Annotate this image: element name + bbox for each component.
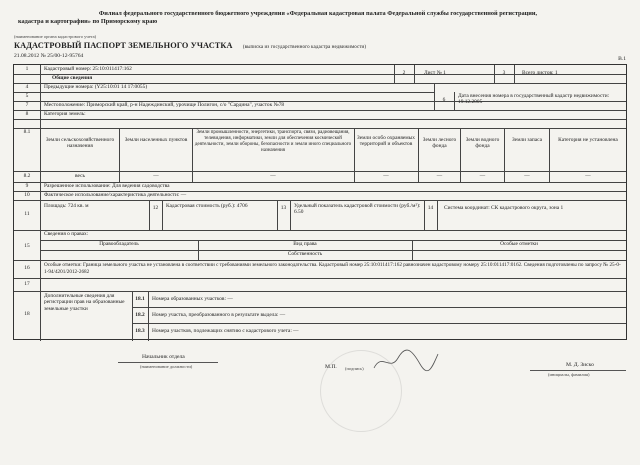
- formed-parcels: Номера образованных участков: —: [152, 296, 233, 302]
- row-13-number: 13: [280, 205, 287, 211]
- row-18-3-number: 18.3: [135, 328, 145, 334]
- document-date-number: 21.08.2012 № 25/00-12-95764: [14, 53, 84, 59]
- general-info-heading: Общие сведения: [52, 75, 93, 81]
- category-value-reserve: —: [524, 173, 530, 179]
- right-type-header: Вид права: [293, 241, 317, 247]
- rights-holder-header: Правообладатель: [99, 241, 139, 247]
- category-value-settlements: —: [153, 173, 159, 179]
- category-value-industry: —: [270, 173, 276, 179]
- right-type-value: Собственность: [287, 251, 323, 257]
- land-category-label: Категория земель:: [44, 111, 86, 117]
- row-8-2-number: 8.2: [23, 173, 31, 179]
- row-14-number: 14: [427, 205, 434, 211]
- registration-date: Дата внесения номера в государственный кадастр недвижимости: 19.12.2005: [458, 93, 610, 106]
- signature-caption: (подпись): [345, 366, 364, 371]
- category-forest: Земли лесного фонда: [422, 137, 457, 150]
- additional-info-label: Дополнительные сведения для регистрации прав на образованные земельные участки: [44, 293, 125, 312]
- category-reserve: Земли запаса: [511, 137, 542, 143]
- category-water: Земли водного фонда: [465, 137, 500, 150]
- category-industry: Земли промышленности, энергетики, транспорта, связи, радиовещания, телевидения, информатики, земли для обеспечения космической деятельности, земли обороны, безопасности и земли иного специального назначения: [194, 130, 352, 153]
- row-18-1-number: 18.1: [135, 296, 145, 302]
- document-title-note: (выписка из государственного кадастра недвижимости): [242, 45, 367, 50]
- category-settlements: Земли населенных пунктов: [124, 137, 188, 143]
- row-7-number: 7: [25, 102, 29, 108]
- row-11-number: 11: [24, 211, 30, 217]
- row-18-number: 18: [24, 311, 30, 317]
- row-15-number: 15: [24, 243, 30, 249]
- total-sheets: Всего листов: 1: [522, 70, 558, 76]
- row-10-number: 10: [24, 192, 30, 198]
- issuer-caption: (наименование органа кадастрового учета): [14, 34, 97, 39]
- cadastral-number: Кадастровый номер: 25:10:011417:162: [44, 66, 132, 72]
- row-8-number: 8: [25, 111, 29, 117]
- issuer-header: [18, 10, 618, 26]
- document-title-main: КАДАСТРОВЫЙ ПАСПОРТ ЗЕМЕЛЬНОГО УЧАСТКА: [14, 41, 233, 50]
- location: Местоположение: Приморский край, р-н Надеждинский, урочище Полигон, с/о "Сардина", участок №78: [44, 102, 285, 108]
- form-code: В.1: [618, 56, 626, 62]
- rights-label: Сведения о правах:: [44, 231, 89, 237]
- area: Площадь: 724 кв. м: [44, 203, 89, 209]
- row-17-number: 17: [24, 281, 30, 287]
- passport-table: [13, 64, 627, 340]
- category-value-undefined: —: [585, 173, 591, 179]
- coordinate-system: Система координат: СК кадастрового округа, зона 1: [444, 205, 564, 211]
- row-6-number: 6: [442, 97, 446, 103]
- sheet-number: Лист № 1: [424, 70, 446, 76]
- row-4-number: 4: [25, 84, 29, 90]
- signatory-position: Начальник отдела: [142, 354, 185, 360]
- category-protected: Земли особо охраняемых территорий и объектов: [357, 135, 415, 148]
- issuer-line-2: кадастра и картографии» по Приморскому краю: [18, 18, 158, 25]
- signature-scribble: [372, 348, 442, 374]
- category-value-water: —: [479, 173, 486, 179]
- category-agricultural: Земли сельскохозяйственного назначения: [45, 137, 115, 150]
- row-18-2-number: 18.2: [135, 312, 145, 318]
- row-8-1-number: 8.1: [23, 129, 31, 135]
- category-value-forest: —: [436, 173, 443, 179]
- permitted-use: Разрешенное использование: Для ведения садоводства: [44, 183, 170, 189]
- specific-value: Удельный показатель кадастровой стоимости (руб./м²): 6.50: [294, 203, 421, 216]
- signatory-name: М. Д. Зиско: [566, 362, 594, 368]
- previous-numbers: Предыдущие номера: (Y25:10:01 14 17:0055): [44, 84, 148, 90]
- deregistered-parcels: Номера участков, подлежащих снятию с кадастрового учета: —: [152, 328, 299, 334]
- document-title: [14, 41, 366, 50]
- row-9-number: 9: [25, 183, 29, 189]
- row-16-number: 16: [24, 265, 30, 271]
- seal-mark: М.П.: [325, 364, 337, 370]
- signatory-name-caption: (инициалы, фамилия): [548, 372, 590, 377]
- category-value-protected: —: [383, 173, 389, 179]
- cadastral-value: Кадастровая стоимость (руб.): 4706: [166, 203, 248, 209]
- issuer-line-1: Филиал федерального государственного бюджетного учреждения «Федеральная кадастровая палата Федеральной службы государственной регистрации,: [98, 10, 538, 17]
- category-undefined: Категория не установлена: [558, 137, 618, 143]
- special-marks-header: Особые отметки: [500, 241, 538, 247]
- signatory-position-caption: (наименование должности): [140, 364, 193, 369]
- row-2-number: 2: [402, 70, 406, 76]
- special-notes: Особые отметки: Граница земельного участка не установлена в соответствии с требованиями земельного законодательства. Кадастровый номер 25:10:011417:162 равнозначен кадастровому номеру 25:10:011417:0162. Сведения подготовлены по запросу № 25-0-1-94/4201/2012-2682: [44, 262, 621, 275]
- transformed-parcel: Номер участка, преобразованного в результате выдела: —: [152, 312, 286, 318]
- row-5-number: 5: [25, 93, 29, 99]
- category-value-agricultural: весь: [75, 173, 85, 179]
- row-12-number: 12: [152, 205, 159, 211]
- row-1-number: 1: [25, 66, 29, 72]
- row-3-number: 3: [502, 70, 506, 76]
- actual-use: Фактическое использование/характеристика деятельности: —: [44, 192, 187, 198]
